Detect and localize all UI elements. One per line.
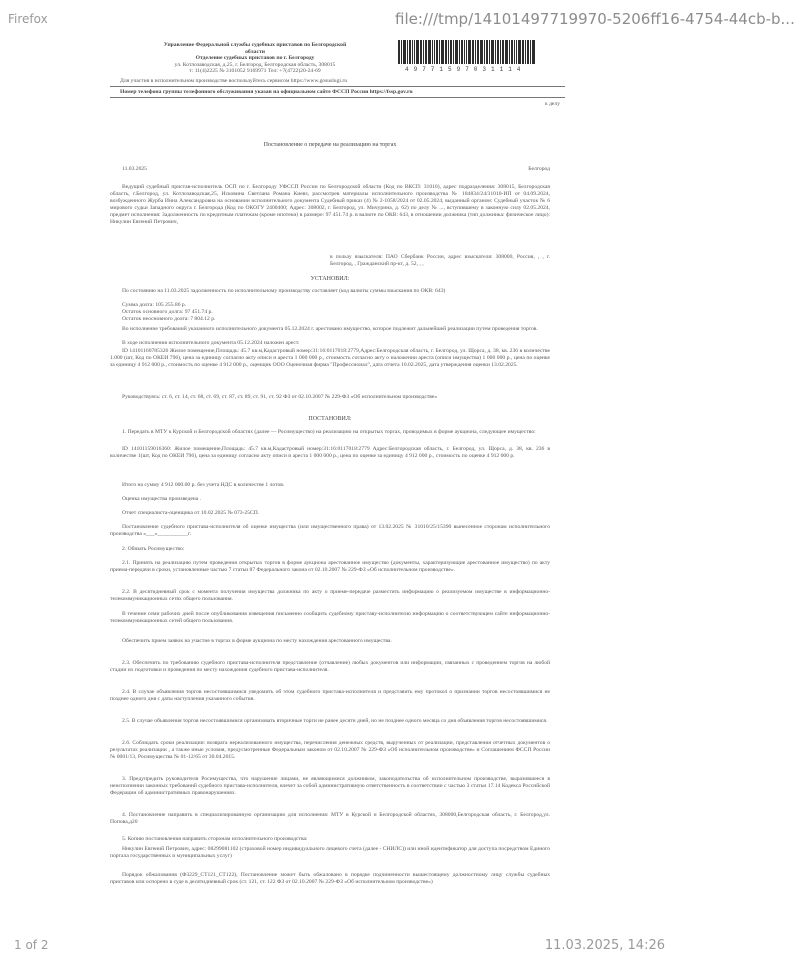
established-item: Сумма долга: 105 255.86 р. [122, 302, 187, 308]
established-item: По состоянию на 11.03.2025 задолженность по исполнительному производству составляет (код валюты суммы взыскания по ОКВ: 643) [122, 288, 446, 294]
header-divider [110, 86, 565, 87]
resolved-item: 4. Постановление направить в специализированную организацию для исполнения: МТУ в Курской и Белгородской областях, 308000,Белгородская область, г. Белгород,ул. Попова,д20 [110, 812, 550, 825]
resolved-item: 2.2. В десятидневный срок с момента получения имущества должника по акту о приеме-передаче разместить информацию о реализуемом имуществе в информационно-телекоммуникационных сетях общего пользования. [110, 589, 550, 602]
intro-paragraph: Ведущий судебный пристав-исполнитель ОСП по г. Белгороду УФССП России по Белгородской области (Код по ВКСП: 31010), адрес подразделения: 308015, Белгородская область, г.Белгород, ул. Котлозаводская,25, Исковина Светлана Романа Киевз, рассмотрев материалы исполнительного производства № 184834/24/31010-ИП от 04.09.2024, возбужденного Журба Инна Александровна на основании исполнительного документа Судебный приказ (4) № 2-1058/2024 от 02.05.2024, выданный органом: Судебный участок № 6 мирового судьи Западного округа г. Белгорода (Код по ОКОГУ 2400400; Адрес: 308002, г. Белгород, ул. Мичурина, д. 62) по делу № ..., вступившему в законную силу 02.05.2024, предмет исполнения: Задолженность по кредитным платежам (кроме ипотеки) в размере: 97 451.74 р. в валюте по ОКВ: 643, в отношении должника (тип должника: физическое лицо): Никулин Евгений Петрович, [110, 184, 550, 225]
browser-toolbar [0, 0, 795, 40]
resolved-item: 2.3. Обеспечить по требованию судебного пристава-исполнителя представление (отчавление) любых документов или информации, связанных с проведением торгов на любой стадии их подготовки и проведения по месту нахождения судебного пристава-исполнителя. [110, 660, 550, 673]
document-date: 11.03.2025 [122, 166, 147, 172]
barcode [398, 40, 568, 64]
resolved-item: 5. Копию постановления направить сторонам исполнительного производства: [122, 836, 308, 842]
resolved-item: Постановление судебного пристава-исполнителя об оценке имущества (или имущественного права) от 13.02.2025 № 31010/25/15390 вынесенное сторонам исполнительного производства «___»___________г. [110, 524, 550, 537]
resolved-item: Обеспечить прием заявок на участие в торгах в форме аукциона по месту нахождения арестованного имущества. [122, 638, 392, 644]
established-item: Остаток основного долга: 97 451.74 р. [122, 309, 213, 315]
phone-note: Номер телефона группы телефонного обслуживания указан на официальном сайте ФССП России https://fssp.gov.ru [120, 89, 413, 95]
header-divider-2 [110, 97, 565, 98]
resolved-item: В течение семи рабочих дней после опубликования извещения письменно сообщить судебному приставу-исполнителю информацию о соответствующем сайте информационно-телекоммуникационных сетей общего пользования. [110, 611, 550, 624]
resolved-item: Итого на сумму 4 912 000.00 р. без учета НДС в количестве 1 лотов. [122, 482, 285, 488]
agency-name: Управление Федеральной службы судебных приставов по Белгородской [163, 42, 347, 48]
beneficiary-paragraph: в пользу взыскателя: ПАО Сбербанк России, адрес взыскателя: 308000, Россия, , , г. Белгород, , Гражданский пр-кт, д. 52, , , [330, 254, 550, 267]
department-name: Отделение судебных приставов по г. Белгороду [195, 55, 315, 62]
resolved-item: 2.1. Принять на реализацию путем проведения открытых торгов в форме аукциона арестованное имущество (документы, характеризующие арестованное имущество) по акту приема-передачи в сроки, установленные частью 7 статьи 87 Федерального закона от 02.10.2007 № 229-ФЗ «Об исполнительном производстве». [110, 560, 550, 573]
document-page [0, 36, 679, 936]
resolved-item: 2.5. В случае объявления торгов несостоявшимися организовать вторичные торги не ранее десяти дней, но не позднее одного месяца со дня объявления торгов несостоявшимися. [122, 718, 548, 724]
resolved-item: Отчет специалиста-оценщика от 10.02.2025 № 073-25СП. [122, 510, 260, 516]
document-title: Постановление о передаче на реализацию на торгах [263, 142, 397, 148]
resolved-item: Порядок обжалования (Ф3229_СТ121_СТ122), Постановление может быть обжаловано в порядке подчиненности вышестоящему должностному лицу службы судебных приставов или оспорено в суде в десятидневный срок (ст. 121, ст. 122 ФЗ от 02.10.2007 № 229-ФЗ «Об исполнительном производстве») [110, 872, 550, 885]
department-address: ул. Котлозаводская, д.25, г. Белгород, Белгородская область, 308015 [174, 61, 336, 68]
page-indicator: 1 of 2 [14, 938, 49, 952]
established-item: В ходе исполнения исполнительного документа 05.12.2024 наложен арест. [122, 340, 300, 346]
barcode-digits: 49771597031114 [405, 66, 526, 73]
resolved-item: Оценка имущества произведена . [122, 496, 202, 502]
department-phone: т: 11(4)2225 № 3101052 9169971 Тел: +7(4722)20-24-69 [189, 68, 321, 75]
document-city: Белгород [528, 166, 550, 172]
resolved-item: 1. Передать в МТУ к Курской и Белгородской областях (далее — Росимущество) на реализацию на открытых торгах, проводимых в форме аукциона, следующее имущество: [122, 429, 536, 435]
resolved-item: 2. Обязать Росимущество: [122, 546, 185, 552]
established-item: Во исполнение требований указанного исполнительного документа 05.12.2024 г. арестовано имущество, которое подлежит дальнейшей реализации путем проведения торгов. [122, 326, 538, 332]
url-bar[interactable]: file:///tmp/14101497719970-5206ff16-4754-44cb-b... [395, 10, 795, 28]
resolved-item: Никулин Евгений Петрович, адрес: 08299081102 (страховой номер индивидуального лицевого счета (далее - СНИЛС)) или иной идентификатор для доступа посредством Единого портала государственных и муниципальных услуг) [110, 846, 550, 859]
established-item: ID 14101160785326 Жилое помещение,Площадь: 45.7 кв.м,Кадастровый номер:31:16:0117018:2779,Адрес:Белгородская область, г. Белгород, ул. Щорса, д. 38, кв. 236 в количестве 1.000 (шт, Код по ОКЕИ 796), цена за единицу согласно акту описи и ареста 1 000 000 р., стоимость согласно акту о наложении ареста (описи имущества) 1 000 000 р., цена по оценке за единицу 4 912 000 р., стоимость по оценке 4 912 000 р., оценщик ООО Оценочная фирма "Профессионал", дата отчета 10.02.2025, дата утверждения оценки 13.02.2025. [110, 348, 550, 368]
agency-region: области [245, 48, 265, 55]
print-timestamp: 11.03.2025, 14:26 [544, 938, 665, 953]
scanned-document [110, 36, 570, 936]
established-item: Остаток неосновного долга: 7 804.12 р. [122, 316, 216, 322]
established-item: Руководствуясь: ст. 6, ст. 14, ст. 68, ст. 69, ст. 87, ст. 89, ст. 91, ст. 92 ФЗ от 02.10.2007 № 229-ФЗ «Об исполнительном производстве» [122, 394, 438, 400]
app-name: Firefox [8, 12, 48, 26]
case-label: к делу [544, 101, 560, 107]
resolved-item: 3. Предупредить руководителя Росимущества, что нарушение лицами, не являющимися должником, законодательства об исполнительном производстве, выразившееся в неисполнении законных требований судебного пристава-исполнителя, влечет за собой административную ответственность в соответствии с частью 3 статьи 17.14 Кодекса Российской Федерации об административных правонарушениях. [110, 776, 550, 796]
resolved-item: 2.4. В случае объявления торгов несостоявшимися уведомить об этом судебного пристава-исполнителя и представить ему протокол о признании торгов несостоявшимися не позднее одного дня с даты наступления указанного события. [110, 689, 550, 702]
established-heading: УСТАНОВИЛ: [310, 276, 350, 282]
services-note: Для участия в исполнительном производстве воспользуйтесь сервисом https://www.gosuslugi.ru [120, 78, 347, 84]
resolved-item: 2.6. Соблюдать сроки реализации: возврата нереализованного имущества, перечисления денежных средств, вырученных от реализации, представления отчетных документов о результатах реализации , а также иные условия, предусмотренные Федеральным законом от 02.10.2007 № 229-ФЗ «Об исполнительном производстве» и Соглашением ФССП России № 0001/13, Росимущества № 01-12/65 от 30.04.2015. [110, 740, 550, 760]
resolved-item: ID 14101159016360: Жилое помещение,Площадь: 45.7 кв.м,Кадастровый номер:31:16:0117018:2779 Адрес:Белгородская область, г. Белгород, ул. Щорса, д. 38, кв. 236 в количестве 1(шт, Код по ОКЕИ 796), цена за единицу согласно акту описи и ареста 1 000 000 р., цена по оценке за единицу 4 912 000 р., стоимость по оценке 4 912 000 р. [110, 446, 550, 459]
resolved-heading: ПОСТАНОВИЛ: [308, 416, 352, 422]
